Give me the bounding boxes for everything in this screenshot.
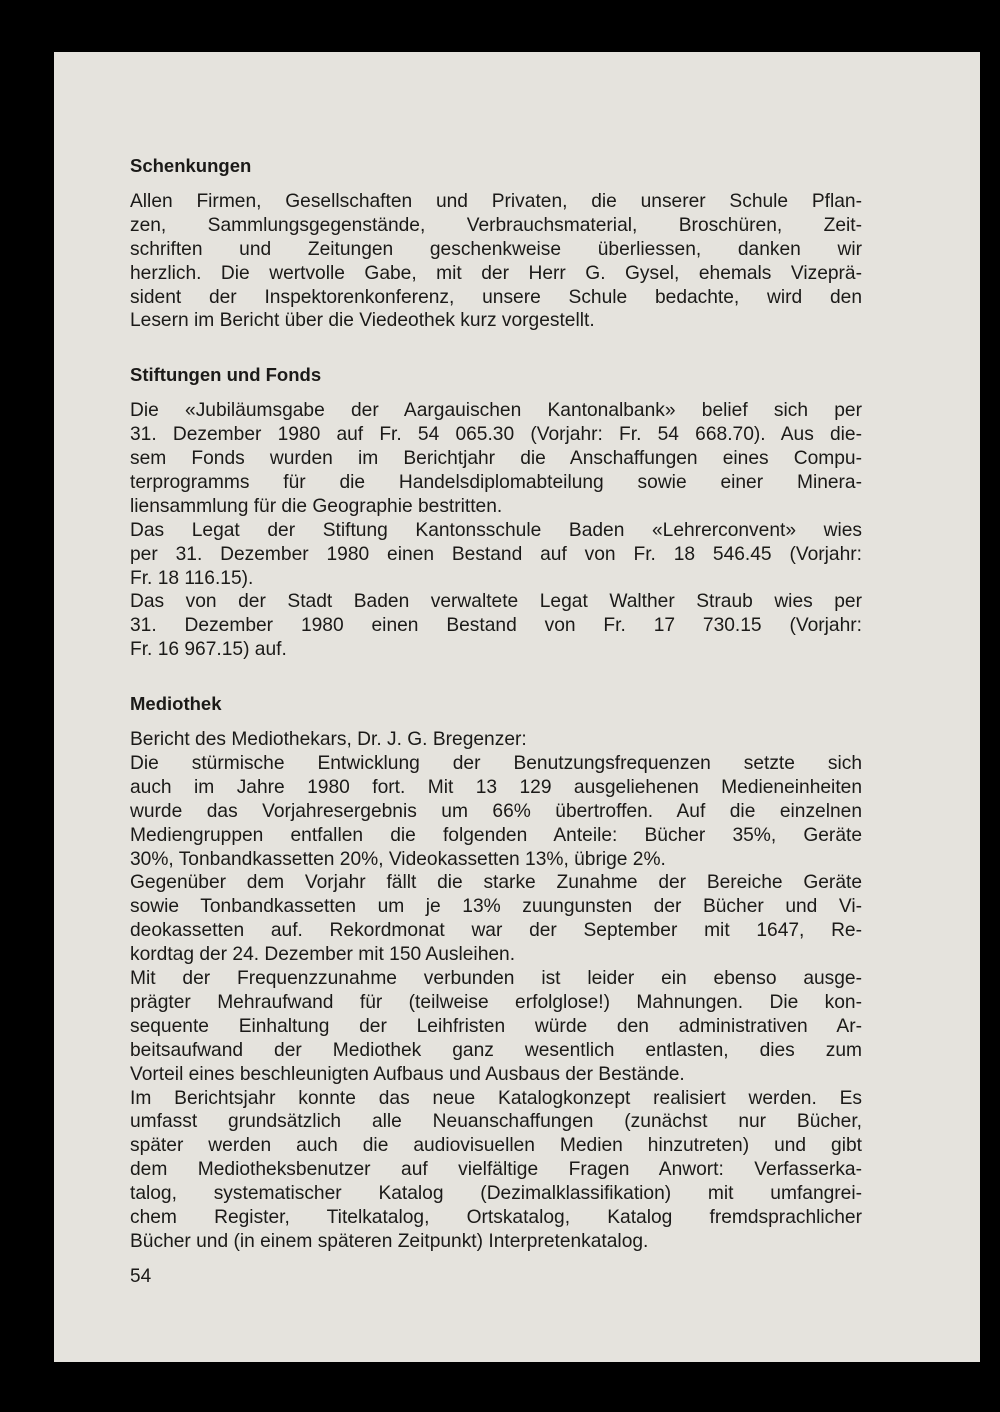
text-line: Mit der Frequenzzunahme verbunden ist leider ein ebenso ausge- bbox=[130, 968, 862, 990]
text-line: Lesern im Bericht über die Viedeothek kurz vorgestellt. bbox=[130, 310, 595, 332]
text-line: Bericht des Mediothekars, Dr. J. G. Bregenzer: bbox=[130, 729, 527, 751]
section-spacer bbox=[130, 662, 862, 692]
section-mediothek bbox=[130, 692, 862, 1254]
text-line: 31. Dezember 1980 einen Bestand von Fr. 17 730.15 (Vorjahr: bbox=[130, 615, 862, 637]
section-stiftungen bbox=[130, 363, 862, 662]
text-line: Das Legat der Stiftung Kantonsschule Baden «Lehrerconvent» wies bbox=[130, 519, 862, 541]
text-line: sowie Tonbandkassetten um je 13% zuungunsten der Bücher und Vi- bbox=[130, 896, 862, 918]
paragraph bbox=[130, 190, 862, 333]
text-line: wurde das Vorjahresergebnis um 66% übertroffen. Auf die einzelnen bbox=[130, 800, 862, 822]
text-line: kordtag der 24. Dezember mit 150 Ausleihen. bbox=[130, 944, 516, 966]
page-number: 54 bbox=[130, 1266, 152, 1287]
document-page bbox=[54, 52, 980, 1362]
text-line: liensammlung für die Geographie bestritten. bbox=[130, 495, 503, 517]
text-line: Mediengruppen entfallen die folgenden Anteile: Bücher 35%, Geräte bbox=[130, 824, 862, 846]
text-line: schriften und Zeitungen geschenkweise überliessen, danken wir bbox=[130, 238, 862, 260]
text-line: später werden auch die audiovisuellen Medien hinzutreten) und gibt bbox=[130, 1135, 862, 1157]
text-line: Fr. 16 967.15) auf. bbox=[130, 639, 287, 661]
text-line: zen, Sammlungsgegenstände, Verbrauchsmaterial, Broschüren, Zeit- bbox=[130, 214, 862, 236]
text-line: Im Berichtsjahr konnte das neue Katalogkonzept realisiert werden. Es bbox=[130, 1087, 862, 1109]
text-line: Fr. 18 116.15). bbox=[130, 567, 254, 589]
text-line: deokassetten auf. Rekordmonat war der September mit 1647, Re- bbox=[130, 920, 862, 942]
text-line: sident der Inspektorenkonferenz, unsere Schule bedachte, wird den bbox=[130, 286, 862, 308]
text-line: Die «Jubiläumsgabe der Aargauischen Kantonalbank» belief sich per bbox=[130, 400, 862, 422]
text-line: dem Mediotheksbenutzer auf vielfältige Fragen Anwort: Verfasserka- bbox=[130, 1159, 862, 1181]
text-line: Bücher und (in einem späteren Zeitpunkt) Interpretenkatalog. bbox=[130, 1230, 649, 1252]
text-line: beitsaufwand der Mediothek ganz wesentlich entlasten, dies zum bbox=[130, 1039, 862, 1061]
section-heading: Schenkungen bbox=[130, 155, 252, 176]
text-line: Vorteil eines beschleunigten Aufbaus und Ausbaus der Bestände. bbox=[130, 1063, 685, 1085]
text-line: auch im Jahre 1980 fort. Mit 13 129 ausgeliehenen Medieneinheiten bbox=[130, 776, 862, 798]
text-line: terprogramms für die Handelsdiplomabteilung sowie einer Minera- bbox=[130, 472, 862, 494]
section-heading: Stiftungen und Fonds bbox=[130, 364, 322, 386]
section-heading: Mediothek bbox=[130, 693, 222, 715]
text-line: chem Register, Titelkatalog, Ortskatalog, Katalog fremdsprachlicher bbox=[130, 1206, 862, 1228]
text-line: Das von der Stadt Baden verwaltete Legat Walther Straub wies per bbox=[130, 591, 862, 613]
text-line: 30%, Tonbandkassetten 20%, Videokassetten 13%, übrige 2%. bbox=[130, 848, 666, 870]
text-line: prägter Mehraufwand für (teilweise erfolglose!) Mahnungen. Die kon- bbox=[130, 991, 862, 1013]
paragraph bbox=[130, 399, 862, 662]
section-spacer bbox=[130, 333, 862, 363]
text-line: sequente Einhaltung der Leihfristen würde den administrativen Ar- bbox=[130, 1015, 862, 1037]
text-line: umfasst grundsätzlich alle Neuanschaffungen (zunächst nur Bücher, bbox=[130, 1111, 862, 1133]
document-body bbox=[130, 154, 862, 1254]
text-line: per 31. Dezember 1980 einen Bestand auf von Fr. 18 546.45 (Vorjahr: bbox=[130, 543, 862, 565]
text-line: 31. Dezember 1980 auf Fr. 54 065.30 (Vorjahr: Fr. 54 668.70). Aus die- bbox=[130, 424, 862, 446]
text-line: Gegenüber dem Vorjahr fällt die starke Zunahme der Bereiche Geräte bbox=[130, 872, 862, 894]
text-line: sem Fonds wurden im Berichtjahr die Anschaffungen eines Compu- bbox=[130, 448, 862, 470]
text-line: herzlich. Die wertvolle Gabe, mit der Herr G. Gysel, ehemals Vizeprä- bbox=[130, 262, 862, 284]
text-line: Die stürmische Entwicklung der Benutzungsfrequenzen setzte sich bbox=[130, 753, 862, 775]
paragraph bbox=[130, 728, 862, 1254]
text-line: talog, systematischer Katalog (Dezimalklassifikation) mit umfangrei- bbox=[130, 1183, 862, 1205]
section-schenkungen bbox=[130, 154, 862, 333]
text-line: Allen Firmen, Gesellschaften und Privaten, die unserer Schule Pflan- bbox=[130, 191, 862, 212]
